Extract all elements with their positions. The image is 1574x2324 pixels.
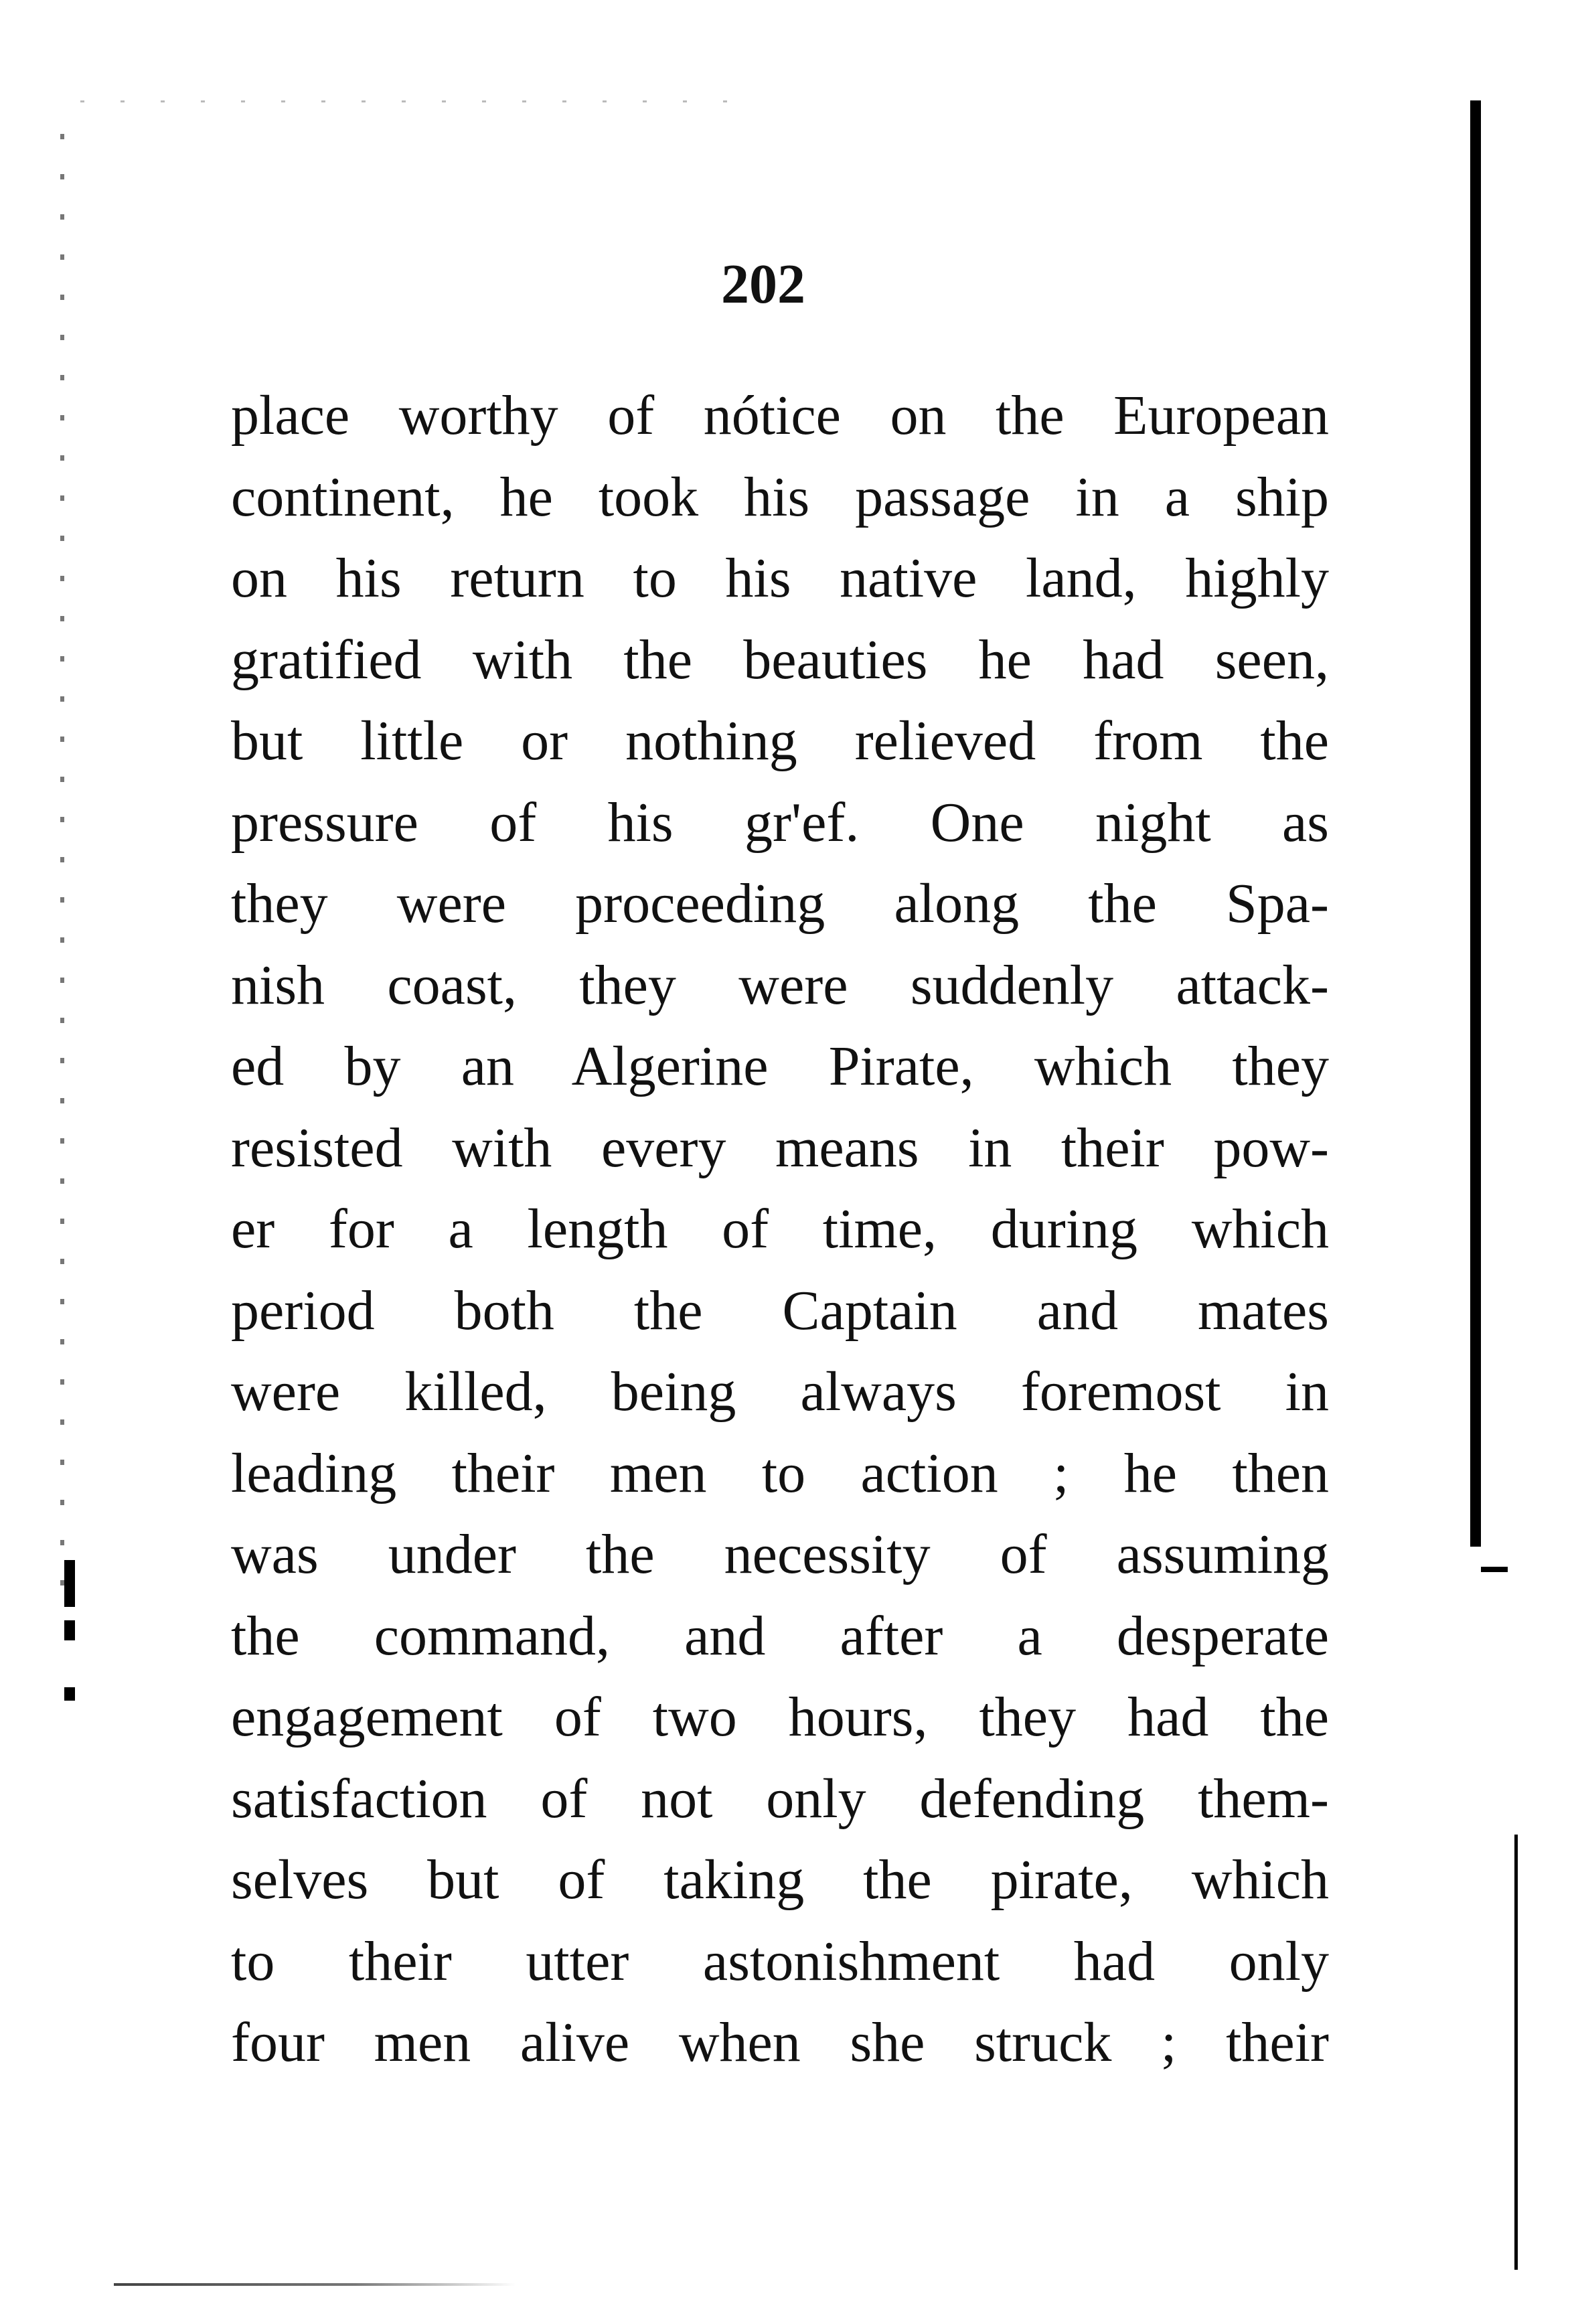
- text-line: period both the Captain and mates: [231, 1279, 1329, 1342]
- text-line: on his return to his native land, highly: [231, 547, 1329, 609]
- text-line: they were proceeding along the Spa-: [231, 872, 1329, 935]
- text-line: satisfaction of not only defending them-: [231, 1767, 1329, 1830]
- text-line: continent, he took his passage in a ship: [231, 465, 1329, 528]
- text-line: pressure of his gr'ef. One night as: [231, 791, 1329, 854]
- body-text: [231, 375, 1329, 2084]
- binding-shadow-tick: [1481, 1567, 1508, 1572]
- text-line: nish coast, they were suddenly attack-: [231, 953, 1329, 1016]
- page-number: 202: [721, 253, 805, 315]
- binding-shadow-lower: [1514, 1835, 1518, 2270]
- text-line: place worthy of nótice on the European: [231, 384, 1329, 447]
- scan-margin-artifact: [60, 134, 64, 1607]
- scan-edge-artifact: [80, 100, 750, 102]
- text-line: was under the necessity of assuming: [231, 1523, 1329, 1585]
- text-line: ed by an Algerine Pirate, which they: [231, 1035, 1329, 1097]
- text-line: four men alive when she struck ; their: [231, 2011, 1329, 2074]
- text-line: er for a length of time, during which: [231, 1198, 1329, 1260]
- scan-margin-mark: [64, 1687, 75, 1701]
- text-line: engagement of two hours, they had the: [231, 1686, 1329, 1748]
- scan-bottom-edge: [114, 2283, 516, 2286]
- text-line: to their utter astonishment had only: [231, 1930, 1329, 1993]
- text-line: were killed, being always foremost in: [231, 1361, 1329, 1423]
- text-line: selves but of taking the pirate, which: [231, 1849, 1329, 1911]
- text-line: gratified with the beauties he had seen,: [231, 628, 1329, 691]
- scan-margin-mark: [64, 1620, 75, 1640]
- binding-shadow: [1470, 100, 1481, 1547]
- text-line: leading their men to action ; he then: [231, 1442, 1329, 1504]
- text-line: resisted with every means in their pow-: [231, 1116, 1329, 1179]
- scan-margin-mark: [64, 1560, 75, 1607]
- text-line: but little or nothing relieved from the: [231, 710, 1329, 772]
- text-line: the command, and after a desperate: [231, 1604, 1329, 1667]
